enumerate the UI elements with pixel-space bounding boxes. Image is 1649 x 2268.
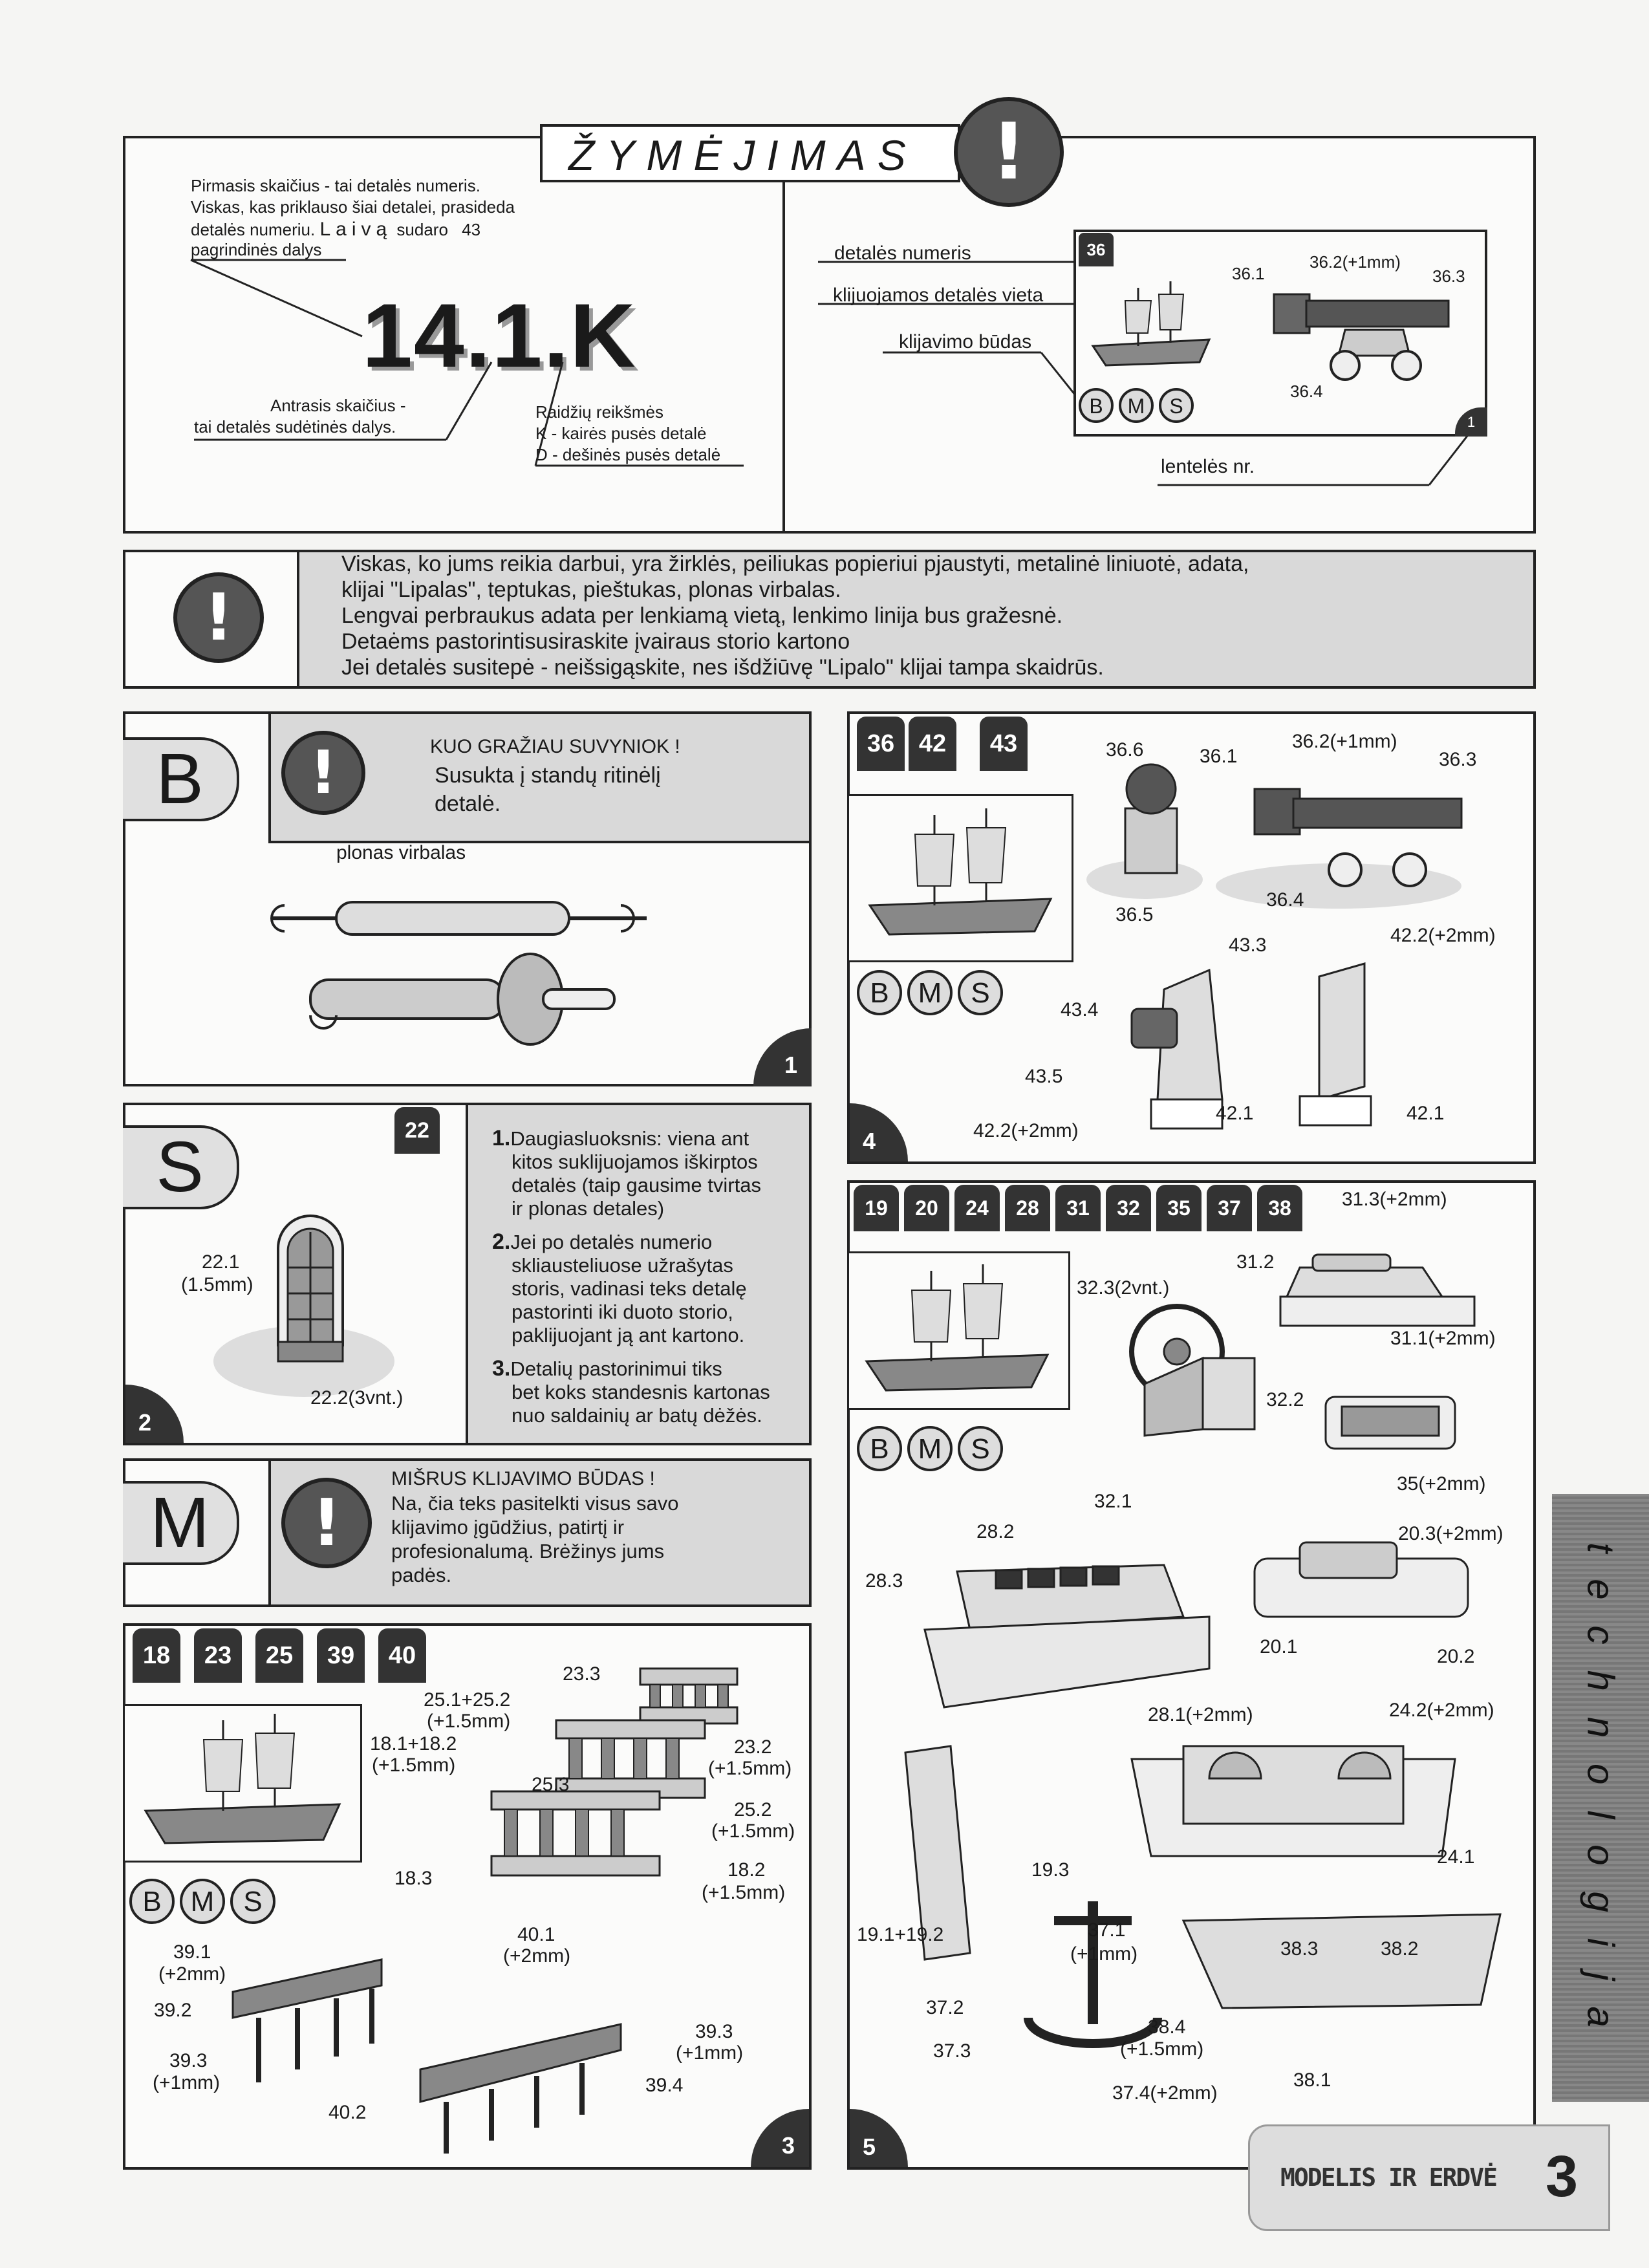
p5-label-18: 37.1 [1088, 1919, 1126, 1941]
panel-5-badge-5: 31 [1055, 1185, 1101, 1231]
p5-label-6: 35(+2mm) [1397, 1473, 1486, 1495]
p4-label-3: 36.2(+1mm) [1292, 731, 1397, 752]
panel-3-number: 3 [751, 2109, 809, 2167]
p3-label-23: 39.4 [645, 2075, 684, 2096]
panel-5-badge-7: 35 [1156, 1185, 1202, 1231]
bms-b: B [1079, 388, 1114, 423]
p3-label-14: 40.1 [517, 1924, 555, 1945]
big-code: 14.1.K [362, 285, 637, 386]
p3-label-6: 25.3 [532, 1774, 570, 1795]
panel-m-text-3: klijavimo įgūdžius, patirtį ir [391, 1516, 625, 1539]
window-illustration [207, 1196, 404, 1410]
letters-1: Raidžių reikšmės [535, 402, 663, 422]
panel-3-badge-1: 18 [133, 1628, 180, 1683]
ps-label-1: 22.1 [202, 1251, 240, 1273]
p3-label-2: 25.1+25.2 [424, 1689, 511, 1711]
ps-label-3: 22.2(3vnt.) [310, 1387, 404, 1409]
panel-5-badge-9: 38 [1257, 1185, 1302, 1231]
panel-3-badge-3: 25 [255, 1628, 303, 1683]
rolling-illustration [259, 867, 660, 1061]
p3-label-5: (+1.5mm) [372, 1755, 456, 1776]
panel-5-badge-4: 28 [1005, 1185, 1050, 1231]
panel-3-badge-4: 39 [317, 1628, 365, 1683]
p4-label-9: 43.4 [1061, 999, 1099, 1021]
p4-label-5: 36.5 [1116, 904, 1154, 925]
panel-5-badge-8: 37 [1207, 1185, 1252, 1231]
panel-5-badge-3: 24 [954, 1185, 1000, 1231]
tools-line-5: Jei detalės susitepė - neišsigąskite, nes išdžiūvę "Lipalo" klijai tampa skaidrūs. [341, 655, 1104, 680]
p5-label-20: 38.3 [1280, 1938, 1319, 1960]
label-part-number: detalės numeris [834, 243, 971, 264]
p5-label-11: 20.1 [1260, 1636, 1298, 1658]
p4-label-4: 36.3 [1439, 749, 1477, 770]
panel-m-warning-icon [281, 1478, 372, 1568]
panel-3-badge-2: 23 [194, 1628, 242, 1683]
panel-4-badge-2: 42 [909, 717, 956, 771]
panel-b-number: 1 [753, 1028, 812, 1086]
tools-line-4: Detaėms pastorintisusiraskite įvairaus storio kartono [341, 629, 850, 654]
panel-s-badge: 22 [394, 1107, 440, 1154]
sample-bms [1079, 388, 1194, 423]
p3-label-18: 39.2 [154, 2000, 192, 2021]
p5-label-26: 37.4(+2mm) [1112, 2082, 1218, 2104]
p3-label-21: 39.3 [695, 2021, 733, 2042]
sample-cannon-icon [1267, 278, 1461, 388]
panel-4-ship-icon [863, 802, 1057, 951]
p3-label-8: (+1.5mm) [708, 1758, 792, 1779]
p4-label-1: 36.6 [1106, 739, 1144, 761]
p5-label-25: 37.3 [933, 2040, 971, 2062]
p4-label-12: 42.1 [1406, 1103, 1445, 1124]
tools-line-1: Viskas, ko jums reikia darbui, yra žirklės, peiliukas popieriui pjaustyti, metalinė liniuotė, adata, [341, 552, 1249, 576]
p5-label-2: 31.2 [1236, 1251, 1275, 1273]
p5-label-14: 24.2(+2mm) [1389, 1700, 1494, 1721]
intro-line-3: detalės numeriu. Laivą sudaro 43 [191, 219, 481, 240]
p5-label-19: (+1mm) [1070, 1943, 1138, 1965]
p5-label-27: 38.1 [1293, 2069, 1331, 2091]
marking-title: ŽYMĖJIMAS [568, 131, 918, 179]
side-tab-label: technologija [1579, 1542, 1622, 2053]
p5-label-13: 28.1(+2mm) [1148, 1704, 1253, 1725]
p5-label-23: 38.4 [1148, 2016, 1186, 2038]
sample-part-3: 36.3 [1432, 266, 1465, 286]
p3-label-11: 18.3 [394, 1868, 433, 1889]
p3-label-22: (+1mm) [676, 2042, 744, 2064]
p4-label-10: 43.5 [1025, 1066, 1063, 1087]
bms-b: B [857, 970, 902, 1015]
sample-part-2: 36.2(+1mm) [1310, 252, 1401, 272]
p5-label-9: 20.3(+2mm) [1398, 1523, 1503, 1544]
panel-m-letter: M [123, 1481, 239, 1565]
bms-s: S [958, 970, 1003, 1015]
p5-label-15: 24.1 [1437, 1846, 1475, 1868]
second-number-1: Antrasis skaičius - [270, 396, 406, 415]
tools-line-2: klijai "Lipalas", teptukas, pieštukas, plonas virbalas. [341, 578, 841, 602]
p5-label-22: 37.2 [926, 1997, 964, 2018]
panel-3-badge-5: 40 [378, 1628, 426, 1683]
p4-label-2: 36.1 [1200, 746, 1238, 767]
panel-b-text-3: detalė. [435, 792, 501, 816]
label-glue-method: klijavimo būdas [899, 331, 1032, 352]
p5-label-16: 19.3 [1031, 1859, 1070, 1881]
p5-label-3: 31.1(+2mm) [1390, 1328, 1496, 1349]
p5-label-4: 32.3(2vnt.) [1077, 1277, 1170, 1299]
second-number-2: tai detalės sudėtinės dalys. [194, 417, 396, 437]
sample-part-4: 36.4 [1290, 382, 1323, 401]
bms-b: B [857, 1426, 902, 1471]
p3-label-17: (+2mm) [158, 1963, 226, 1985]
sample-ship-icon [1086, 275, 1216, 378]
p3-label-24: 40.2 [329, 2102, 367, 2123]
panel-4-badge-3: 43 [980, 717, 1028, 771]
side-tab [1552, 1494, 1649, 2102]
sample-part-1: 36.1 [1232, 264, 1265, 283]
intro-line-4: pagrindinės dalys [191, 240, 322, 259]
p3-label-13: (+1.5mm) [702, 1882, 786, 1903]
footer-page-number: 3 [1546, 2144, 1579, 2209]
panel-5-badge-2: 20 [904, 1185, 949, 1231]
bms-m: M [907, 1426, 953, 1471]
intro-line-1: Pirmasis skaičius - tai detalės numeris. [191, 176, 480, 195]
tools-warning-icon [173, 572, 264, 663]
sample-table-number: 1 [1455, 407, 1487, 437]
panel-b-text-1: KUO GRAŽIAU SUVYNIOK ! [430, 736, 680, 757]
panel-s-step-3: 3.Detalių pastorinimui tiks bet koks standesnis kartonas nuo saldainių ar batų dėžės. [492, 1356, 770, 1427]
panel-4-badge-1: 36 [857, 717, 905, 771]
panel-4-bms [857, 970, 1003, 1015]
p5-label-24: (+1.5mm) [1120, 2038, 1204, 2060]
bms-s: S [1159, 388, 1194, 423]
p3-label-12: 18.2 [727, 1859, 766, 1881]
p3-label-7: 23.2 [734, 1736, 772, 1758]
p4-label-8: 42.2(+2mm) [1390, 925, 1496, 946]
p3-label-4: 18.1+18.2 [370, 1733, 457, 1755]
panel-5-badge-1: 19 [854, 1185, 899, 1231]
p3-label-19: 39.3 [169, 2050, 208, 2071]
letters-3: D - dešinės pusės detalė [535, 445, 721, 464]
panel-m-text-5: padės. [391, 1564, 452, 1586]
bms-s: S [230, 1879, 275, 1924]
p3-label-20: (+1mm) [153, 2072, 221, 2093]
label-glue-place: klijuojamos detalės vieta [833, 285, 1044, 306]
p5-label-5: 32.2 [1266, 1389, 1304, 1410]
letters-2: K - kairės pusės detalė [535, 424, 707, 443]
sample-badge: 36 [1079, 233, 1114, 266]
panel-b-text-2: Susukta į standų ritinėlį [435, 763, 661, 788]
p5-label-12: 20.2 [1437, 1646, 1475, 1667]
p4-label-13: 42.2(+2mm) [973, 1120, 1079, 1141]
p4-label-11: 42.1 [1216, 1103, 1254, 1124]
p5-label-1: 31.3(+2mm) [1342, 1189, 1447, 1210]
intro-line-2: Viskas, kas priklauso šiai detalei, prasideda [191, 197, 515, 217]
panel-5-badge-6: 32 [1106, 1185, 1151, 1231]
p5-label-7: 32.1 [1094, 1491, 1132, 1512]
bms-m: M [1119, 388, 1154, 423]
laiva-word: Laivą [319, 219, 393, 240]
p5-label-8: 28.2 [976, 1521, 1015, 1542]
panel-s-number: 2 [125, 1385, 184, 1443]
p3-label-3: (+1.5mm) [427, 1711, 511, 1732]
p4-label-6: 36.4 [1266, 889, 1304, 911]
p5-label-21: 38.2 [1381, 1938, 1419, 1960]
panel-5-number: 5 [850, 2109, 908, 2167]
bms-b: B [129, 1879, 175, 1924]
p5-label-17: 19.1+19.2 [857, 1924, 944, 1945]
bms-m: M [907, 970, 953, 1015]
panel-4-number: 4 [850, 1103, 908, 1161]
panel-s-step-2: 2.Jei po detalės numerio skliausteliuose užrašytas storis, vadinasi teks detalę pastorinti iki duoto storio, paklijuojant ją ant kartono. [492, 1229, 747, 1346]
p3-label-15: (+2mm) [503, 1945, 571, 1967]
p3-label-9: 25.2 [734, 1799, 772, 1820]
panel-b-warning-icon [281, 731, 365, 815]
bms-s: S [958, 1426, 1003, 1471]
p3-label-10: (+1.5mm) [711, 1820, 795, 1842]
label-table-number: lentelės nr. [1161, 456, 1255, 477]
ps-label-2: (1.5mm) [181, 1274, 253, 1295]
panel-b-rod-label: plonas virbalas [336, 842, 466, 863]
footer-brand: MODELIS IR ERDVĖ [1280, 2163, 1497, 2192]
panel-m-text-4: profesionalumą. Brėžinys jums [391, 1540, 665, 1562]
panel-s-letter: S [123, 1125, 239, 1209]
p3-label-1: 23.3 [563, 1663, 601, 1685]
panel-m-text-2: Na, čia teks pasitelkti visus savo [391, 1492, 679, 1515]
p3-label-16: 39.1 [173, 1941, 211, 1963]
bms-m: M [180, 1879, 225, 1924]
p4-label-7: 43.3 [1229, 934, 1267, 956]
tools-line-3: Lengvai perbraukus adata per lenkiamą vietą, lenkimo linija bus gražesnė. [341, 603, 1063, 628]
panel-s-step-1: 1.Daugiasluoksnis: viena ant kitos suklijuojamos iškirptos detalės (taip gausime tvirtas ir plonas detales) [492, 1126, 761, 1220]
panel-b-letter: B [123, 737, 239, 821]
panel-m-text-1: MIŠRUS KLIJAVIMO BŪDAS ! [391, 1468, 655, 1489]
p5-label-10: 28.3 [865, 1570, 903, 1592]
